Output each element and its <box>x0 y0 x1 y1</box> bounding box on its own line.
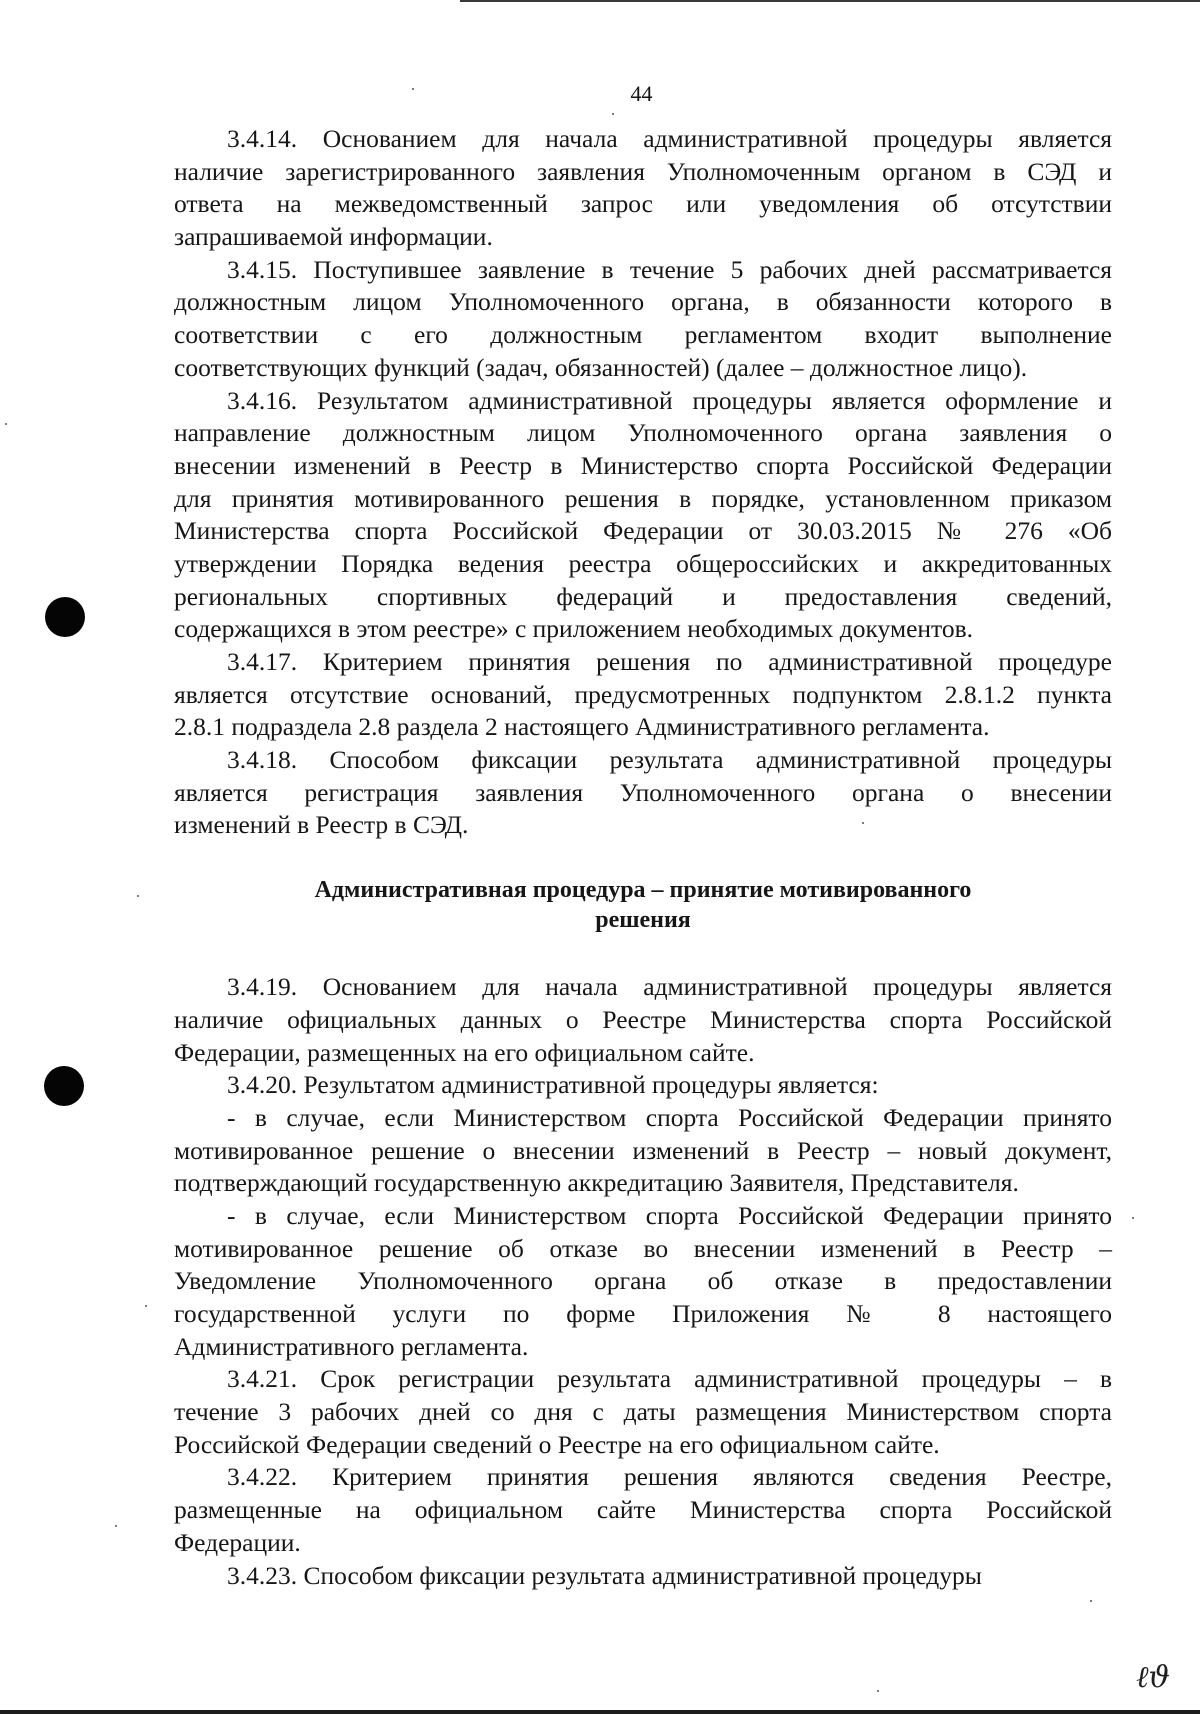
scan-speck <box>5 423 7 425</box>
scan-edge-top <box>460 0 1200 2</box>
paragraph-line: подтверждающий государственную аккредитацию Заявителя, Представителя. <box>174 1168 1019 1198</box>
paragraph-line: Министерства спорта Российской Федерации от 30.03.2015 № 276 «Об <box>174 516 1112 546</box>
paragraph-line: наличие официальных данных о Реестре Министерства спорта Российской <box>174 1004 1112 1034</box>
scan-edge-bottom <box>0 1710 1200 1714</box>
paragraph-line: изменений в Реестр в СЭД. <box>174 810 469 840</box>
paragraph <box>174 1200 1112 1363</box>
scan-speck <box>115 1525 117 1527</box>
scan-speck <box>137 895 139 897</box>
paragraph-line: внесении изменений в Реестр в Министерство спорта Российской Федерации <box>174 450 1112 480</box>
paragraph <box>174 1363 1112 1461</box>
scan-speck <box>1132 1217 1134 1219</box>
paragraph-line: является регистрация заявления Уполномоченного органа о внесении <box>174 777 1112 807</box>
paragraph-line: соответствии с его должностным регламентом входит выполнение <box>174 320 1112 350</box>
paragraph <box>174 971 1112 1069</box>
paragraph-line: должностным лицом Уполномоченного органа, в обязанности которого в <box>174 287 1112 317</box>
paragraph-line: направление должностным лицом Уполномоченного органа заявления о <box>174 418 1112 448</box>
paragraph <box>174 123 1112 254</box>
paragraph-line: 3.4.21. Срок регистрации результата административной процедуры – в <box>227 1364 1112 1394</box>
paragraph <box>174 254 1112 385</box>
paragraph-line: 3.4.16. Результатом административной процедуры является оформление и <box>227 385 1112 415</box>
paragraph-line: наличие зарегистрированного заявления Уполномоченным органом в СЭД и <box>174 156 1112 186</box>
paragraph-line: 2.8.1 подраздела 2.8 раздела 2 настоящего Административного регламента. <box>174 712 990 742</box>
paragraph-line: Административного регламента. <box>174 1331 529 1361</box>
punch-hole <box>45 597 85 637</box>
paragraph-line: государственной услуги по форме Приложения № 8 настоящего <box>174 1299 1112 1328</box>
paragraph-line: размещенные на официальном сайте Министерства спорта Российской <box>174 1495 1112 1525</box>
paragraph <box>174 385 1112 647</box>
spacer <box>174 842 1112 876</box>
section-heading-line: решения <box>595 906 691 933</box>
spacer <box>174 935 1112 971</box>
page-number: 44 <box>630 81 653 106</box>
paragraph-line: запрашиваемой информации. <box>174 222 493 252</box>
paragraph-line: содержащихся в этом реестре» с приложением необходимых документов. <box>174 614 974 644</box>
paragraph-line: является отсутствие оснований, предусмотренных подпунктом 2.8.1.2 пункта <box>174 679 1112 709</box>
paragraph <box>174 1461 1112 1559</box>
paragraph-line: 3.4.15. Поступившее заявление в течение 5 рабочих дней рассматривается <box>227 254 1112 284</box>
punch-hole <box>44 1066 84 1106</box>
section-heading-line: Административная процедура – принятие мотивированного <box>314 877 972 904</box>
paragraph-line: 3.4.22. Критерием принятия решения являются сведения Реестре, <box>227 1462 1112 1492</box>
scan-speck <box>862 822 864 824</box>
paragraph-line: утверждении Порядка ведения реестра общероссийских и аккредитованных <box>174 548 1112 578</box>
paragraph-line: Федерации, размещенных на его официальном сайте. <box>174 1037 755 1067</box>
paragraph-line: мотивированное решение о внесении изменений в Реестр – новый документ, <box>174 1135 1112 1165</box>
paragraph <box>174 1069 1112 1102</box>
scan-speck <box>145 1305 147 1307</box>
section-after-heading <box>174 971 1112 1592</box>
handwritten-initials: ℓϑ <box>1136 1660 1170 1695</box>
paragraph-line: региональных спортивных федераций и предоставления сведений, <box>174 581 1112 611</box>
paragraph-line: течение 3 рабочих дней со дня с даты размещения Министерством спорта <box>174 1397 1112 1427</box>
scan-speck <box>877 1690 879 1692</box>
paragraph-line: 3.4.20. Результатом административной процедуры является: <box>227 1070 879 1100</box>
paragraph-line: мотивированное решение об отказе во внесении изменений в Реестр – <box>174 1233 1112 1263</box>
scan-speck <box>412 88 414 90</box>
section-before-heading <box>174 123 1112 842</box>
scan-speck <box>612 113 614 115</box>
paragraph-line: Российской Федерации сведений о Реестре на его официальном сайте. <box>174 1429 940 1459</box>
document-body <box>174 123 1112 1592</box>
paragraph-line: для принятия мотивированного решения в порядке, установленном приказом <box>174 483 1112 513</box>
paragraph-line: - в случае, если Министерством спорта Российской Федерации принято <box>227 1102 1112 1132</box>
paragraph-line: - в случае, если Министерством спорта Российской Федерации принято <box>227 1200 1112 1230</box>
paragraph-line: 3.4.18. Способом фиксации результата административной процедуры <box>227 745 1112 775</box>
paragraph <box>174 1102 1112 1200</box>
paragraph-line: ответа на межведомственный запрос или уведомления об отсутствии <box>174 189 1112 219</box>
paragraph-line: 3.4.17. Критерием принятия решения по административной процедуре <box>227 647 1112 676</box>
paragraph <box>174 744 1112 842</box>
paragraph-line: Уведомление Уполномоченного органа об отказе в предоставлении <box>174 1266 1112 1296</box>
paragraph <box>174 1560 1112 1593</box>
paragraph-line: 3.4.23. Способом фиксации результата административной процедуры <box>227 1560 982 1590</box>
scan-speck <box>1090 1600 1092 1602</box>
paragraph-line: соответствующих функций (задач, обязанностей) (далее – должностное лицо). <box>174 352 1028 382</box>
paragraph-line: 3.4.19. Основанием для начала административной процедуры является <box>227 972 1112 1002</box>
paragraph-line: 3.4.14. Основанием для начала административной процедуры является <box>227 124 1112 153</box>
paragraph <box>174 646 1112 744</box>
section-heading <box>174 876 1112 935</box>
paragraph-line: Федерации. <box>174 1527 301 1557</box>
